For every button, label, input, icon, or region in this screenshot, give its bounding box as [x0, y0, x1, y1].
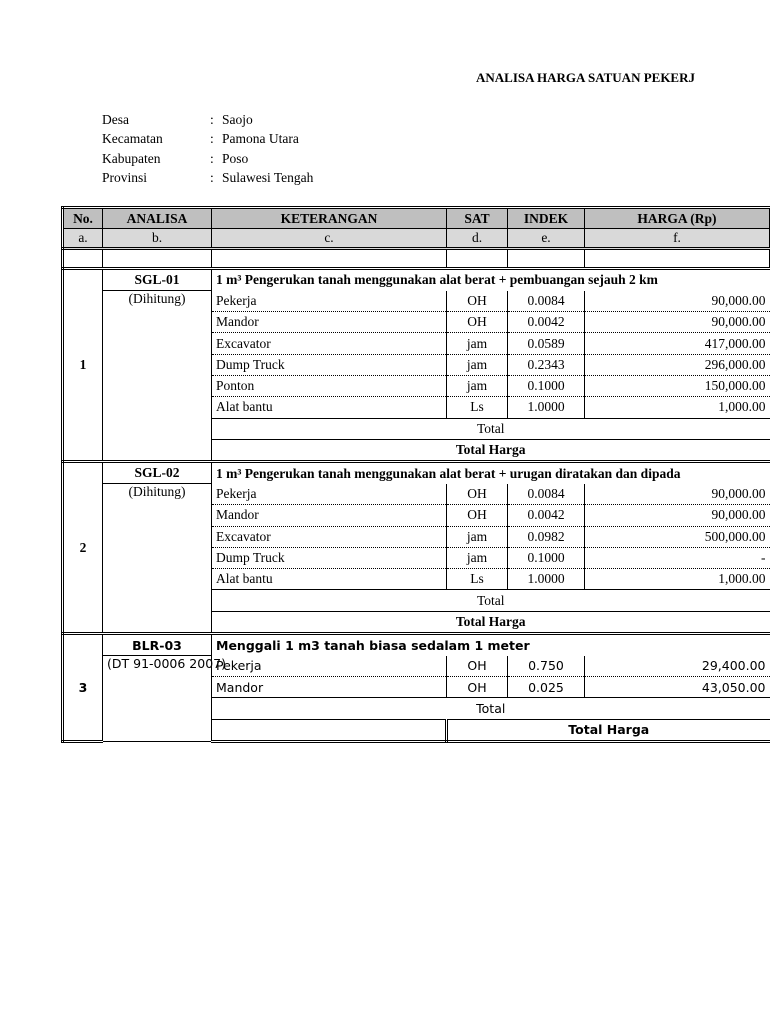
subheader-a: a.: [63, 229, 103, 249]
info-value: Pamona Utara: [222, 131, 299, 147]
work-description: Menggali 1 m3 tanah biasa sedalam 1 meter: [212, 634, 770, 656]
analysis-code: BLR-03: [103, 634, 212, 656]
spacer-cell: [212, 719, 447, 741]
resource-name: Ponton: [212, 375, 447, 396]
resource-index: 0.2343: [508, 354, 585, 375]
analysis-method: (Dihitung): [103, 484, 212, 634]
section-number: 2: [63, 462, 103, 634]
resource-index: 0.0084: [508, 484, 585, 505]
header-analisa: ANALISA: [103, 208, 212, 229]
info-colon: :: [210, 131, 214, 147]
analysis-code: SGL-01: [103, 269, 212, 291]
resource-index: 1.0000: [508, 569, 585, 590]
resource-index: 0.1000: [508, 375, 585, 396]
resource-unit: OH: [447, 656, 508, 677]
subheader-f: f.: [585, 229, 770, 249]
analysis-table-wrapper: [61, 206, 768, 742]
analysis-table: [61, 206, 770, 743]
resource-unit: jam: [447, 375, 508, 396]
blank-cell: [447, 249, 508, 269]
resource-name: Pekerja: [212, 484, 447, 505]
subheader-b: b.: [103, 229, 212, 249]
blank-cell: [63, 249, 103, 269]
analysis-method: (DT 91-0006 2007): [103, 656, 212, 742]
resource-name: Alat bantu: [212, 397, 447, 418]
resource-index: 1.0000: [508, 397, 585, 418]
resource-price: 90,000.00: [585, 505, 770, 526]
resource-index: 0.0982: [508, 526, 585, 547]
info-label: Provinsi: [102, 170, 148, 186]
resource-index: 0.025: [508, 677, 585, 698]
resource-price: 90,000.00: [585, 291, 770, 312]
header-harga: HARGA (Rp): [585, 208, 770, 229]
resource-index: 0.1000: [508, 547, 585, 568]
info-colon: :: [210, 170, 214, 186]
resource-price: 417,000.00: [585, 333, 770, 354]
total-label: Total: [212, 698, 770, 719]
resource-row: [63, 656, 770, 677]
blank-cell: [103, 249, 212, 269]
resource-name: Alat bantu: [212, 569, 447, 590]
resource-price: 150,000.00: [585, 375, 770, 396]
section-number: 1: [63, 269, 103, 462]
blank-cell: [212, 249, 447, 269]
section-header-row: [63, 462, 770, 484]
resource-index: 0.0042: [508, 312, 585, 333]
resource-name: Dump Truck: [212, 547, 447, 568]
resource-unit: jam: [447, 547, 508, 568]
info-row-kecamatan: [102, 130, 313, 150]
resource-name: Pekerja: [212, 656, 447, 677]
info-row-kabupaten: [102, 149, 313, 169]
info-row-desa: [102, 110, 313, 130]
resource-name: Excavator: [212, 526, 447, 547]
work-description: 1 m³ Pengerukan tanah menggunakan alat berat + pembuangan sejauh 2 km: [212, 269, 770, 291]
info-label: Kecamatan: [102, 131, 163, 147]
resource-unit: OH: [447, 312, 508, 333]
location-info: [102, 110, 313, 188]
section-number: 3: [63, 634, 103, 742]
info-value: Saojo: [222, 111, 253, 127]
subheader-row: [63, 229, 770, 249]
resource-price: 90,000.00: [585, 484, 770, 505]
resource-unit: OH: [447, 505, 508, 526]
total-harga-label: Total Harga: [212, 439, 770, 461]
blank-cell: [508, 249, 585, 269]
resource-row: [63, 484, 770, 505]
resource-name: Excavator: [212, 333, 447, 354]
resource-price: 43,050.00: [585, 677, 770, 698]
section-header-row: [63, 269, 770, 291]
resource-unit: jam: [447, 526, 508, 547]
section-header-row: [63, 634, 770, 656]
resource-index: 0.0589: [508, 333, 585, 354]
resource-price: 1,000.00: [585, 397, 770, 418]
resource-name: Mandor: [212, 312, 447, 333]
resource-unit: Ls: [447, 569, 508, 590]
resource-index: 0.0042: [508, 505, 585, 526]
info-label: Kabupaten: [102, 150, 161, 166]
resource-name: Pekerja: [212, 291, 447, 312]
total-harga-label: Total Harga: [212, 611, 770, 633]
blank-row: [63, 249, 770, 269]
resource-name: Dump Truck: [212, 354, 447, 375]
header-keterangan: KETERANGAN: [212, 208, 447, 229]
resource-name: Mandor: [212, 677, 447, 698]
header-sat: SAT: [447, 208, 508, 229]
resource-unit: jam: [447, 333, 508, 354]
work-description: 1 m³ Pengerukan tanah menggunakan alat berat + urugan diratakan dan dipada: [212, 462, 770, 484]
resource-name: Mandor: [212, 505, 447, 526]
resource-price: 1,000.00: [585, 569, 770, 590]
resource-unit: OH: [447, 677, 508, 698]
resource-unit: OH: [447, 484, 508, 505]
total-harga-label: Total Harga: [447, 719, 770, 741]
subheader-e: e.: [508, 229, 585, 249]
info-colon: :: [210, 150, 214, 166]
blank-cell: [585, 249, 770, 269]
info-value: Sulawesi Tengah: [222, 170, 314, 186]
info-label: Desa: [102, 111, 129, 127]
resource-unit: OH: [447, 291, 508, 312]
header-row: [63, 208, 770, 229]
total-label: Total: [212, 590, 770, 611]
resource-unit: jam: [447, 354, 508, 375]
header-no: No.: [63, 208, 103, 229]
subheader-d: d.: [447, 229, 508, 249]
resource-price: 500,000.00: [585, 526, 770, 547]
info-row-provinsi: [102, 169, 313, 189]
header-indek: INDEK: [508, 208, 585, 229]
info-colon: :: [210, 111, 214, 127]
analysis-code: SGL-02: [103, 462, 212, 484]
subheader-c: c.: [212, 229, 447, 249]
resource-price: 90,000.00: [585, 312, 770, 333]
page-title: ANALISA HARGA SATUAN PEKERJ: [476, 70, 695, 85]
resource-price: 29,400.00: [585, 656, 770, 677]
resource-price: 296,000.00: [585, 354, 770, 375]
info-value: Poso: [222, 150, 249, 166]
resource-price: -: [585, 547, 770, 568]
total-label: Total: [212, 418, 770, 439]
analysis-method: (Dihitung): [103, 291, 212, 462]
resource-index: 0.0084: [508, 291, 585, 312]
resource-row: [63, 291, 770, 312]
table-body: [63, 269, 770, 742]
resource-unit: Ls: [447, 397, 508, 418]
resource-index: 0.750: [508, 656, 585, 677]
